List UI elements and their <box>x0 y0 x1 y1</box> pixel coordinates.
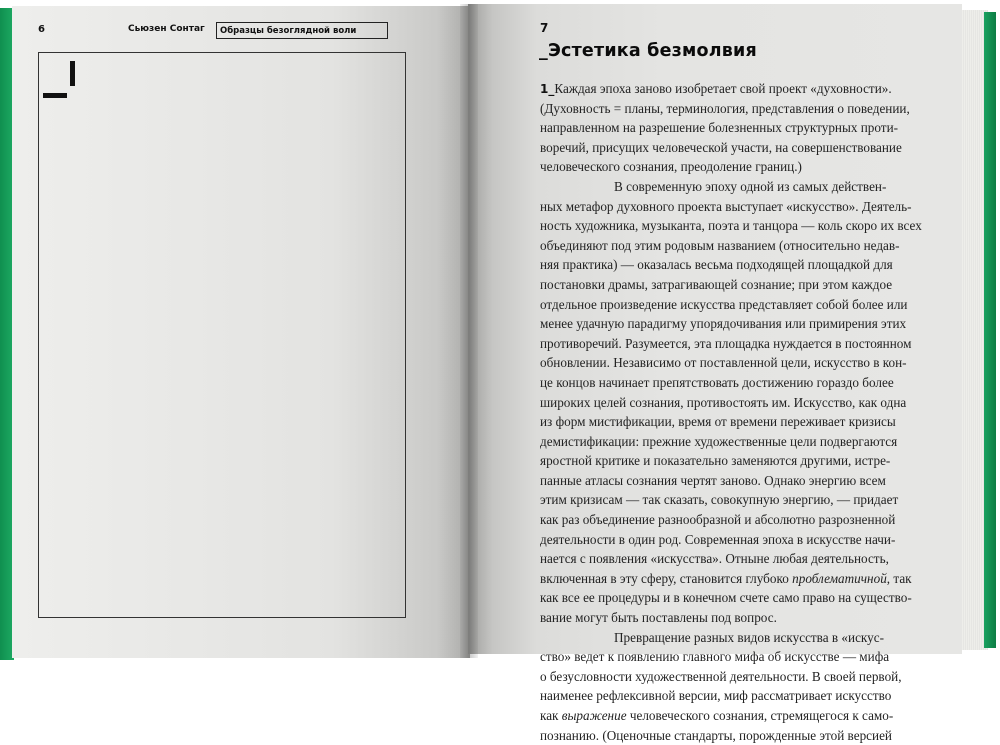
logo-bar-horizontal <box>43 93 67 98</box>
text-line: противоречий. Разумеется, эта площадка нуждается в постоянном <box>540 335 912 351</box>
text-line: воречий, присущих человеческой участи, на совершенствование <box>540 139 902 155</box>
text-line: человеческого сознания, преодоление границ.) <box>540 159 802 175</box>
text-line: как раз объединение разнообразной и абсолютно разрозненной <box>540 512 896 528</box>
text-line: широких целей сознания, противостоять им. Искусство, как одна <box>540 394 907 410</box>
text-line: няя практика) — оказалась весьма подходящей площадкой для <box>540 257 893 273</box>
text-line: менее удачную парадигму упорядочивания или примирения этих <box>540 316 907 332</box>
text-line: В современную эпоху одной из самых действен- <box>614 178 887 194</box>
text-line: как выражение человеческого сознания, стремящегося к само- <box>540 708 894 723</box>
text-line: о безусловности художественной деятельности. В своей первой, <box>540 668 902 684</box>
text-line: отдельное произведение искусства представляет собой более или <box>540 296 908 312</box>
italic-emphasis: проблематичной <box>792 570 887 586</box>
logo-bar-vertical <box>70 61 75 86</box>
text-line: деятельности в один род. Современная эпоха в искусстве начи- <box>540 531 896 547</box>
text-line: познанию. (Оценочные стандарты, порожденные этой версией <box>540 727 892 743</box>
text-line: обновлении. Независимо от поставленной цели, искусство в кон- <box>540 355 907 371</box>
text-line: направленном на разрешение болезненных структурных проти- <box>540 120 899 136</box>
blank-page-frame <box>38 52 406 618</box>
text-line: этим кризисам — так сказать, совокупную энергию, — придает <box>540 492 899 508</box>
left-page-number: 6 <box>38 24 45 35</box>
text-line: ность художника, музыканта, поэта и танцора — коль скоро их всех <box>540 218 922 234</box>
text-line: из форм мистификации, время от времени переживает кризисы <box>540 414 896 430</box>
book-spine-shadow <box>460 4 478 658</box>
chapter-title: _Эстетика безмолвия <box>539 41 757 61</box>
text-line: как все ее процедуры и в конечном счете само право на существо- <box>540 590 912 606</box>
book-cover-right-edge <box>984 12 996 648</box>
text-line: включенная в эту сферу, становится глубоко проблематичной, так <box>540 570 912 586</box>
text-line: Превращение разных видов искусства в «искус- <box>614 629 884 645</box>
text-line: яростной критике и показательно заменяются другими, истре- <box>540 453 891 469</box>
text-line: це концов начинает препятствовать достижению гораздо более <box>540 374 894 390</box>
text-line: ных метафор духовного проекта выступает «искусство». Деятель- <box>540 198 912 214</box>
text-line: демистификации: прежние художественные цели подвергаются <box>540 433 898 449</box>
body-text <box>540 79 922 745</box>
text-line: объединяют под этим родовым названием (относительно недав- <box>540 237 900 253</box>
text-line: наименее рефлексивной версии, миф рассматривает искусство <box>540 688 892 704</box>
running-head-book-title: Образцы безоглядной воли <box>216 22 388 39</box>
text-line: постановки драмы, затрагивающей сознание; при этом каждое <box>540 276 893 292</box>
right-page-number: 7 <box>540 21 549 35</box>
running-head-author: Сьюзен Сонтаг <box>128 24 205 34</box>
text-line: ство» ведет к появлению главного мифа об искусстве — мифа <box>540 649 890 665</box>
italic-emphasis: выражение <box>561 708 627 723</box>
text-line: (Духовность = планы, терминология, представления о поведении, <box>540 100 910 116</box>
section-marker: 1_ <box>540 82 555 96</box>
text-line: вание могут быть поставлены под вопрос. <box>540 610 777 626</box>
text-line: 1_Каждая эпоха заново изобретает свой проект «духовности». <box>540 81 892 96</box>
text-line: нается с появления «искусства». Отныне любая деятельность, <box>540 551 889 567</box>
text-line: панные атласы сознания чертят заново. Однако энергию всем <box>540 472 886 488</box>
